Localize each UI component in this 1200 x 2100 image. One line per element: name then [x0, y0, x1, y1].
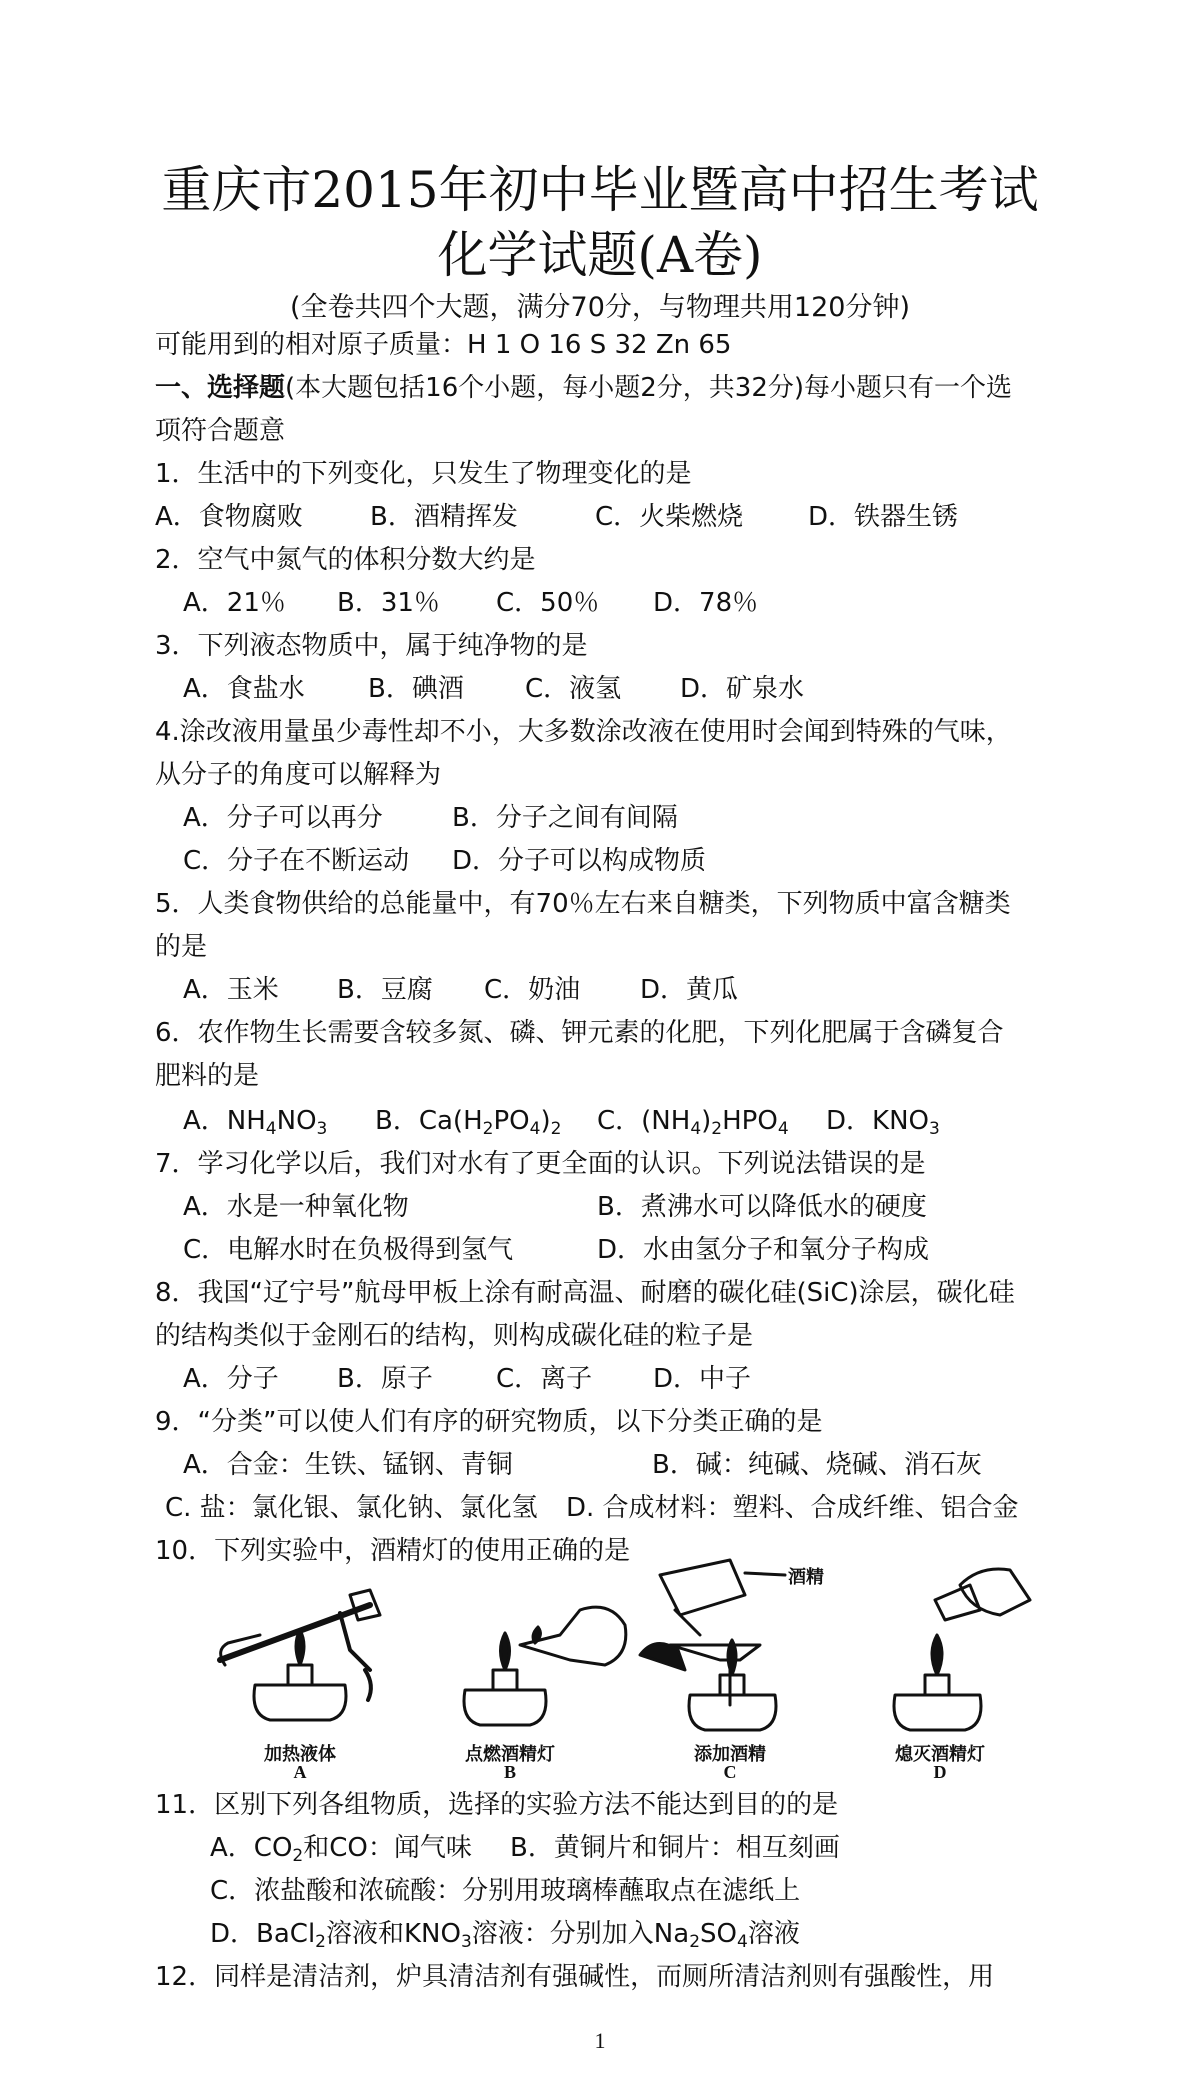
q6-b-sub3: 2 [550, 1119, 562, 1139]
q9-option-a: A．合金：生铁、锰钢、青铜 [183, 1450, 513, 1480]
q11-d-sub3: 2 [689, 1932, 701, 1952]
q10-caption-c: 添加酒精 [694, 1744, 766, 1765]
exam-note: (全卷共四个大题，满分70分，与物理共用120分钟) [290, 292, 910, 323]
exam-title: 重庆市2015年初中毕业暨高中招生考试 [161, 161, 1039, 219]
q11-d-sub4: 4 [736, 1932, 748, 1952]
q6-b-sub2: 4 [529, 1119, 541, 1139]
q4-option-b: B．分子之间有间隔 [452, 803, 678, 833]
q3-option-a: A．食盐水 [183, 674, 305, 704]
exam-subtitle: 化学试题(A卷) [437, 226, 763, 284]
q1-option-a: A．食物腐败 [155, 502, 303, 532]
q6-a-text: A．NH [183, 1106, 266, 1136]
q6-c-sub2: 2 [711, 1119, 723, 1139]
q7-option-a: A．水是一种氧化物 [183, 1192, 409, 1222]
q4-option-d: D．分子可以构成物质 [452, 846, 707, 876]
q2-option-a: A．21％ [183, 588, 286, 618]
q10-caption-a: 加热液体 [264, 1744, 336, 1765]
q9-stem: 9．“分类”可以使人们有序的研究物质，以下分类正确的是 [155, 1407, 823, 1437]
q2-option-d: D．78％ [653, 588, 759, 618]
q2-stem: 2．空气中氮气的体积分数大约是 [155, 545, 536, 575]
q8-option-c: C．离子 [496, 1364, 593, 1394]
alcohol-bottle-label: 酒精 [788, 1567, 824, 1588]
alcohol-lamp-figure [200, 1555, 1050, 1780]
q6-stem-line2: 肥料的是 [155, 1061, 260, 1091]
lamp-b-illustration [464, 1607, 626, 1725]
q8-option-a: A．分子 [183, 1364, 279, 1394]
section1-desc2: 项符合题意 [155, 416, 286, 446]
q3-option-c: C．液氢 [525, 674, 622, 704]
q8-stem-line1: 8．我国“辽宁号”航母甲板上涂有耐高温、耐磨的碳化硅(SiC)涂层，碳化硅 [155, 1278, 1015, 1308]
q8-stem-line2: 的结构类似于金刚石的结构，则构成碳化硅的粒子是 [155, 1321, 754, 1351]
q6-b-text: B．Ca(H [375, 1106, 483, 1136]
q10-caption-d: 熄灭酒精灯 [895, 1744, 985, 1765]
q5-option-b: B．豆腐 [337, 975, 433, 1005]
lamp-a-illustration [220, 1590, 380, 1720]
q4-stem-line2: 从分子的角度可以解释为 [155, 760, 442, 790]
q9-option-c: C. 盐：氯化银、氯化钠、氯化氢 [165, 1493, 538, 1523]
q1-stem: 1．生活中的下列变化，只发生了物理变化的是 [155, 459, 692, 489]
q6-option-a [183, 1106, 328, 1139]
q6-option-d [826, 1106, 940, 1139]
q1-option-d: D．铁器生锈 [808, 502, 959, 532]
q7-option-d: D．水由氢分子和氧分子构成 [597, 1235, 930, 1265]
q6-stem-line1: 6．农作物生长需要含较多氮、磷、钾元素的化肥，下列化肥属于含磷复合 [155, 1018, 1004, 1048]
q6-a-sub1: 4 [265, 1119, 277, 1139]
q10-letter-d: D [933, 1762, 947, 1782]
q3-option-b: B．碘酒 [368, 674, 464, 704]
q6-d-sub1: 3 [929, 1119, 940, 1139]
q10-caption-b: 点燃酒精灯 [465, 1744, 555, 1765]
q6-a-text2: NO [276, 1106, 317, 1136]
q6-b-text3: ) [540, 1106, 551, 1136]
q1-option-b: B．酒精挥发 [370, 502, 518, 532]
section1-title: 一、选择题 [155, 373, 286, 403]
q10-letter-b: B [503, 1762, 516, 1782]
q6-c-text: C．(NH [597, 1106, 691, 1136]
q5-stem-line2: 的是 [155, 932, 208, 962]
q5-option-a: A．玉米 [183, 975, 279, 1005]
q6-c-sub3: 4 [777, 1119, 789, 1139]
q4-stem-line1: 4.涂改液用量虽少毒性却不小，大多数涂改液在使用时会闻到特殊的气味， [155, 717, 1012, 747]
q10-letter-c: C [723, 1762, 737, 1782]
q3-option-d: D．矿泉水 [680, 674, 805, 704]
q6-option-c [597, 1106, 789, 1139]
q7-stem: 7．学习化学以后，我们对水有了更全面的认识。下列说法错误的是 [155, 1149, 926, 1179]
lamp-c-illustration [640, 1560, 785, 1730]
q4-option-a: A．分子可以再分 [183, 803, 383, 833]
q8-option-b: B．原子 [337, 1364, 433, 1394]
q10-letter-a: A [293, 1762, 307, 1782]
q11-d-text: D．BaCl [210, 1919, 316, 1949]
q6-c-text2: ) [701, 1106, 712, 1136]
q10-stem: 10．下列实验中，酒精灯的使用正确的是 [155, 1536, 631, 1566]
q7-option-c: C．电解水时在负极得到氢气 [183, 1235, 514, 1265]
q3-stem: 3．下列液态物质中，属于纯净物的是 [155, 631, 588, 661]
q9-option-b: B．碱：纯碱、烧碱、消石灰 [652, 1450, 982, 1480]
q6-a-sub2: 3 [316, 1119, 328, 1139]
lamp-d-illustration [894, 1569, 1030, 1730]
q11-d-sub2: 3 [460, 1932, 472, 1952]
atomic-masses: 可能用到的相对原子质量：H 1 O 16 S 32 Zn 65 [155, 330, 732, 360]
q4-option-c: C．分子在不断运动 [183, 846, 410, 876]
q11-a-sub: 2 [292, 1846, 304, 1866]
q11-a-text: A．CO [210, 1833, 293, 1863]
q5-stem-line1: 5．人类食物供给的总能量中，有70％左右来自糖类，下列物质中富含糖类 [155, 889, 1011, 919]
q11-d-text5: 溶液 [747, 1919, 800, 1949]
q6-b-sub1: 2 [482, 1119, 494, 1139]
section1-heading [155, 373, 1012, 403]
q11-d-text4: SO [700, 1919, 737, 1949]
q5-option-d: D．黄瓜 [640, 975, 739, 1005]
q12-stem: 12．同样是清洁剂，炉具清洁剂有强碱性，而厕所清洁剂则有强酸性，用 [155, 1962, 995, 1992]
q11-stem: 11．区别下列各组物质，选择的实验方法不能达到目的的是 [155, 1790, 839, 1820]
section1-desc1: (本大题包括16个小题，每小题2分，共32分)每小题只有一个选 [285, 373, 1013, 403]
q11-d-text2: 溶液和KNO [326, 1919, 461, 1949]
q9-option-d: D. 合成材料：塑料、合成纤维、铝合金 [566, 1493, 1019, 1523]
q11-d-text3: 溶液：分别加入Na [471, 1919, 690, 1949]
q2-option-c: C．50％ [496, 588, 600, 618]
q1-option-c: C．火柴燃烧 [595, 502, 744, 532]
q6-b-text2: PO [493, 1106, 530, 1136]
q6-c-sub1: 4 [690, 1119, 702, 1139]
q11-d-sub1: 2 [315, 1932, 326, 1952]
q7-option-b: B．煮沸水可以降低水的硬度 [597, 1192, 927, 1222]
q11-option-b: B．黄铜片和铜片：相互刻画 [510, 1833, 840, 1863]
q11-a-text2: 和CO：闻气味 [303, 1833, 472, 1863]
q8-option-d: D．中子 [653, 1364, 752, 1394]
q11-option-a [210, 1833, 472, 1866]
q6-d-text: D．KNO [826, 1106, 929, 1136]
q11-option-d [210, 1919, 800, 1952]
q11-option-c: C．浓盐酸和浓硫酸：分别用玻璃棒蘸取点在滤纸上 [210, 1876, 801, 1906]
q5-option-c: C．奶油 [484, 975, 581, 1005]
q2-option-b: B．31％ [337, 588, 440, 618]
page-number: 1 [594, 2028, 606, 2053]
q6-c-text3: HPO [722, 1106, 778, 1136]
q6-option-b [375, 1106, 562, 1139]
